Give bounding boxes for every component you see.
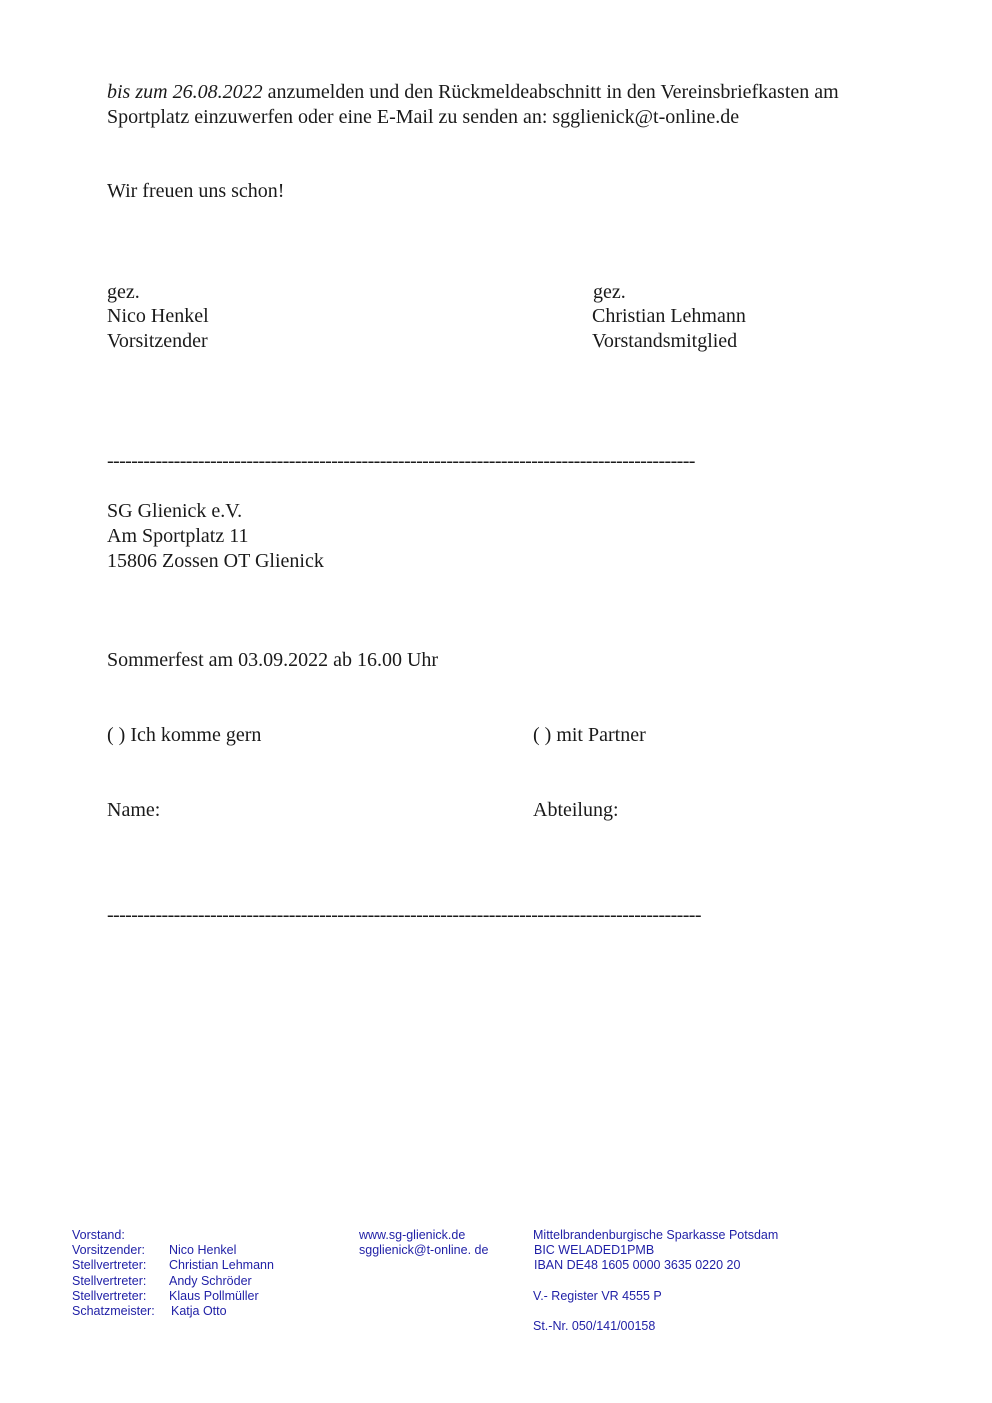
cut-line-separator: -------------------------------------------------------------------------------------------------	[107, 450, 695, 472]
footer-board	[72, 1228, 274, 1319]
intro-line-1-rest: anzumelden und den Rückmeldeabschnitt in den Vereinsbriefkasten am	[262, 81, 839, 103]
bottom-cut-line-separator: --------------------------------------------------------------------------------------------------	[107, 904, 701, 926]
footer-bank	[533, 1228, 778, 1334]
footer-email-link[interactable]: sgglienick@t-online. de	[359, 1243, 489, 1258]
footer-tax-number: St.-Nr. 050/141/00158	[533, 1318, 656, 1333]
footer-register: V.- Register VR 4555 P	[533, 1288, 662, 1303]
footer-bank-name: Mittelbrandenburgische Sparkasse Potsdam	[533, 1228, 779, 1242]
deadline-text: bis zum 26.08.2022	[107, 81, 263, 103]
board-role-label: Stellvertreter:	[72, 1273, 147, 1288]
footer-board-row	[72, 1289, 274, 1304]
footer-spacer	[533, 1274, 778, 1289]
address-line-3: 15806 Zossen OT Glienick	[107, 550, 324, 572]
board-role-label: Schatzmeister:	[72, 1304, 155, 1319]
closing-text: Wir freuen uns schon!	[107, 180, 285, 202]
event-title: Sommerfest am 03.09.2022 ab 16.00 Uhr	[107, 649, 439, 671]
intro-line-2: Sportplatz einzuwerfen oder eine E-Mail zu senden an: sgglienick@t-online.de	[107, 106, 740, 128]
board-role-label: Stellvertreter:	[72, 1258, 147, 1273]
signature-right-role: Vorstandsmitglied	[592, 330, 738, 352]
intro-line-1	[107, 80, 839, 105]
footer-board-row	[72, 1258, 274, 1273]
footer-website-link[interactable]: www.sg-glienick.de	[359, 1228, 466, 1242]
department-field-label: Abteilung:	[533, 799, 619, 821]
footer-spacer	[533, 1304, 778, 1319]
footer-iban: IBAN DE48 1605 0000 3635 0220 20	[534, 1258, 741, 1273]
board-member-name: Katja Otto	[171, 1304, 227, 1319]
board-member-name: Klaus Pollmüller	[169, 1288, 259, 1303]
address-line-1: SG Glienick e.V.	[107, 500, 243, 522]
signature-left-gez: gez.	[107, 281, 140, 303]
board-role-label: Vorsitzender:	[72, 1243, 145, 1258]
board-member-name: Christian Lehmann	[169, 1258, 274, 1273]
footer-board-heading: Vorstand:	[72, 1228, 125, 1242]
footer-board-row	[72, 1304, 274, 1319]
board-member-name: Andy Schröder	[169, 1273, 252, 1288]
footer-board-row	[72, 1243, 274, 1258]
signature-right-name: Christian Lehmann	[592, 305, 746, 327]
board-member-name: Nico Henkel	[169, 1243, 237, 1258]
address-line-2: Am Sportplatz 11	[107, 525, 249, 547]
footer-board-row	[72, 1274, 274, 1289]
signature-right-gez: gez.	[593, 281, 626, 303]
name-field-label: Name:	[107, 799, 161, 821]
signature-left-name: Nico Henkel	[107, 305, 209, 327]
footer-contact	[359, 1228, 488, 1258]
board-role-label: Stellvertreter:	[72, 1288, 147, 1303]
signature-left-role: Vorsitzender	[107, 330, 208, 352]
footer-bic: BIC WELADED1PMB	[534, 1243, 655, 1258]
attend-option[interactable]: ( ) Ich komme gern	[107, 724, 262, 746]
partner-option[interactable]: ( ) mit Partner	[533, 724, 646, 746]
